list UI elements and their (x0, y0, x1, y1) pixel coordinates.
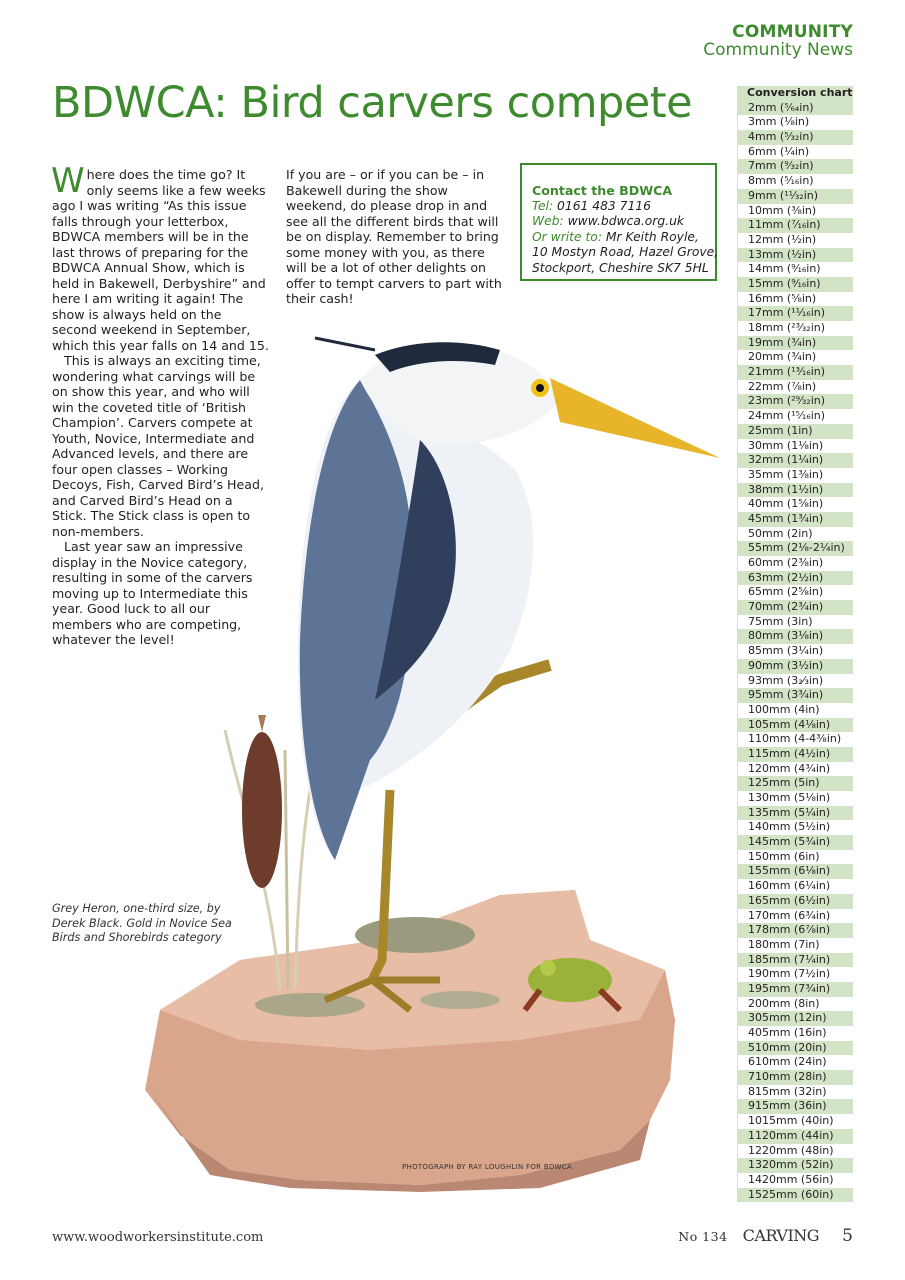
conversion-row: 45mm (1³⁄₄in) (738, 512, 853, 527)
frog-carving (528, 958, 612, 1002)
conversion-row: 70mm (2³⁄₄in) (738, 600, 853, 615)
section-header (703, 24, 853, 60)
magazine-name: CARVING (742, 1226, 820, 1245)
conversion-row: 50mm (2in) (738, 527, 853, 542)
conversion-row: 125mm (5in) (738, 776, 853, 791)
conversion-row: 130mm (5¹⁄₈in) (738, 791, 853, 806)
conversion-row: 3mm (¹⁄₈in) (738, 115, 853, 130)
conversion-row: 710mm (28in) (738, 1070, 853, 1085)
conversion-row: 2mm (⁵⁄₆₄in) (738, 101, 853, 116)
paragraph-4: If you are – or if you can be – in Bakewell during the show weekend, do please drop in and see all the different birds that will be on display. Remember to bring some money with you, as there will be a lot of other delights on offer to tempt carvers to part with their cash! (286, 167, 502, 306)
conversion-row: 145mm (5³⁄₄in) (738, 835, 853, 850)
conversion-row: 63mm (2½in) (738, 571, 853, 586)
conversion-row: 135mm (5¹⁄₄in) (738, 806, 853, 821)
conversion-chart-title: Conversion chart (737, 86, 853, 101)
conversion-row: 23mm (²⁹⁄₃₂in) (738, 394, 853, 409)
conversion-row: 200mm (8in) (738, 997, 853, 1012)
tel-label: Tel: (532, 198, 554, 213)
conversion-row: 160mm (6¹⁄₄in) (738, 879, 853, 894)
issue-number: No 134 (678, 1229, 728, 1244)
conversion-row: 305mm (12in) (738, 1011, 853, 1026)
contact-write (532, 230, 707, 246)
conversion-row: 60mm (2³⁄₈in) (738, 556, 853, 571)
heron-beak (550, 378, 720, 458)
section-subname: Community News (703, 39, 853, 60)
conversion-row: 8mm (⁵⁄₁₆in) (738, 174, 853, 189)
conversion-row: 100mm (4in) (738, 703, 853, 718)
conversion-row: 115mm (4½in) (738, 747, 853, 762)
conversion-row: 1320mm (52in) (738, 1158, 853, 1173)
conversion-row: 16mm (⁵⁄₈in) (738, 292, 853, 307)
section-name: COMMUNITY (732, 22, 853, 42)
article-headline: BDWCA: Bird carvers compete (52, 78, 693, 128)
conversion-chart (737, 86, 853, 1202)
conversion-row: 140mm (5¹⁄₂in) (738, 820, 853, 835)
conversion-row: 55mm (2¹⁄₈-2¹⁄₄in) (738, 541, 853, 556)
conversion-row: 120mm (4³⁄₄in) (738, 762, 853, 777)
conversion-row: 75mm (3in) (738, 615, 853, 630)
conversion-row: 25mm (1in) (738, 424, 853, 439)
conversion-row: 1220mm (48in) (738, 1144, 853, 1159)
conversion-row: 11mm (⁷⁄₁₆in) (738, 218, 853, 233)
conversion-row: 10mm (³⁄₈in) (738, 204, 853, 219)
paragraph-3: Last year saw an impressive display in the Novice category, resulting in some of the carvers moving up to Intermediate this year. Good luck to all our members who are competing, whatever the level! (52, 539, 253, 647)
footer-issue-info (678, 1226, 853, 1246)
conversion-row: 24mm (¹⁵⁄₁₆in) (738, 409, 853, 424)
web-address[interactable]: www.bdwca.org.uk (567, 214, 684, 228)
contact-box (520, 163, 717, 281)
contact-title: Contact the BDWCA (532, 183, 673, 198)
heron-carving-photo (120, 320, 730, 1195)
conversion-row: 15mm (⁹⁄₁₆in) (738, 277, 853, 292)
conversion-row: 915mm (36in) (738, 1099, 853, 1114)
page-number: 5 (842, 1226, 853, 1246)
paragraph-2: This is always an exciting time, wondering what carvings will be on show this year, and who will win the coveted title of ‘British Champion’. Carvers compete at Youth, Novice, Intermediate and Advanced levels, and there are four open classes – Working Decoys, Fish, Carved Bird’s Head, and Carved Bird’s Head on a Stick. The Stick class is open to non-members. (52, 353, 264, 539)
web-label: Web: (532, 214, 564, 228)
conversion-row: 13mm (¹⁄₂in) (738, 248, 853, 263)
write-line-1: Mr Keith Royle, (605, 229, 699, 244)
conversion-row: 185mm (7¹⁄₄in) (738, 953, 853, 968)
contact-address-line-3: Stockport, Cheshire SK7 5HL (532, 260, 709, 275)
contact-address-line-2: 10 Mostyn Road, Hazel Grove, (532, 245, 719, 259)
conversion-row: 180mm (7in) (738, 938, 853, 953)
conversion-row: 19mm (³⁄₄in) (738, 336, 853, 351)
contact-tel (532, 199, 707, 215)
conversion-row: 9mm (¹¹⁄₃₂in) (738, 189, 853, 204)
conversion-row: 38mm (1¹⁄₂in) (738, 483, 853, 498)
conversion-row: 14mm (⁹⁄₁₆in) (738, 262, 853, 277)
conversion-row: 1120mm (44in) (738, 1129, 853, 1144)
conversion-row: 510mm (20in) (738, 1041, 853, 1056)
conversion-row: 4mm (⁵⁄₃₂in) (738, 130, 853, 145)
contact-web (532, 214, 707, 230)
conversion-row: 1420mm (56in) (738, 1173, 853, 1188)
conversion-row: 165mm (6¹⁄₂in) (738, 894, 853, 909)
conversion-row: 30mm (1¹⁄₈in) (738, 439, 853, 454)
conversion-row: 6mm (¹⁄₄in) (738, 145, 853, 160)
conversion-row: 95mm (3³⁄₄in) (738, 688, 853, 703)
conversion-chart-rows (737, 101, 853, 1203)
conversion-row: 815mm (32in) (738, 1085, 853, 1100)
conversion-row: 178mm (6⁷⁄₈in) (738, 923, 853, 938)
conversion-row: 21mm (¹³⁄₁₆in) (738, 365, 853, 380)
article-column-2 (286, 167, 508, 307)
conversion-row: 85mm (3¹⁄₄in) (738, 644, 853, 659)
conversion-row: 90mm (3¹⁄₂in) (738, 659, 853, 674)
conversion-row: 93mm (3₂⁄₃in) (738, 674, 853, 689)
conversion-row: 20mm (³⁄₄in) (738, 350, 853, 365)
conversion-row: 40mm (1⁵⁄₈in) (738, 497, 853, 512)
conversion-row: 80mm (3¹⁄₈in) (738, 629, 853, 644)
conversion-row: 65mm (2⁵⁄₈in) (738, 585, 853, 600)
conversion-row: 105mm (4¹⁄₈in) (738, 718, 853, 733)
conversion-row: 610mm (24in) (738, 1055, 853, 1070)
paragraph-1-text: here does the time go? It only seems like a few weeks ago I was writing “As this issue falls through your letterbox, BDWCA members will be in the last throws of preparing for the BDWCA Annual Show, which is held in Bakewell, Derbyshire” and here I am writing it again! The show is always held on the second weekend in September, which this year falls on 14 and 15. (52, 167, 269, 353)
conversion-row: 1525mm (60in) (738, 1188, 853, 1203)
photo-credit: PHOTOGRAPH BY RAY LOUGHLIN FOR BDWCA (402, 1163, 573, 1171)
tel-number: 0161 483 7116 (557, 198, 651, 213)
conversion-row: 18mm (²³⁄₃₂in) (738, 321, 853, 336)
drop-cap: W (51, 161, 85, 201)
conversion-row: 12mm (¹⁄₂in) (738, 233, 853, 248)
conversion-row: 1015mm (40in) (738, 1114, 853, 1129)
conversion-row: 195mm (7³⁄₄in) (738, 982, 853, 997)
conversion-row: 32mm (1¹⁄₄in) (738, 453, 853, 468)
write-label: Or write to: (532, 229, 602, 244)
footer-url: www.woodworkersinstitute.com (52, 1230, 264, 1245)
conversion-row: 35mm (1³⁄₈in) (738, 468, 853, 483)
conversion-row: 405mm (16in) (738, 1026, 853, 1041)
conversion-row: 7mm (⁹⁄₃₂in) (738, 159, 853, 174)
conversion-row: 190mm (7½in) (738, 967, 853, 982)
photo-caption: Grey Heron, one-third size, by Derek Black. Gold in Novice Sea Birds and Shorebirds category (52, 902, 232, 944)
conversion-row: 155mm (6¹⁄₈in) (738, 864, 853, 879)
conversion-row: 170mm (6³⁄₄in) (738, 909, 853, 924)
conversion-row: 110mm (4-4³⁄₈in) (738, 732, 853, 747)
conversion-row: 150mm (6in) (738, 850, 853, 865)
conversion-row: 17mm (¹¹⁄₁₆in) (738, 306, 853, 321)
conversion-row: 22mm (⁷⁄₈in) (738, 380, 853, 395)
